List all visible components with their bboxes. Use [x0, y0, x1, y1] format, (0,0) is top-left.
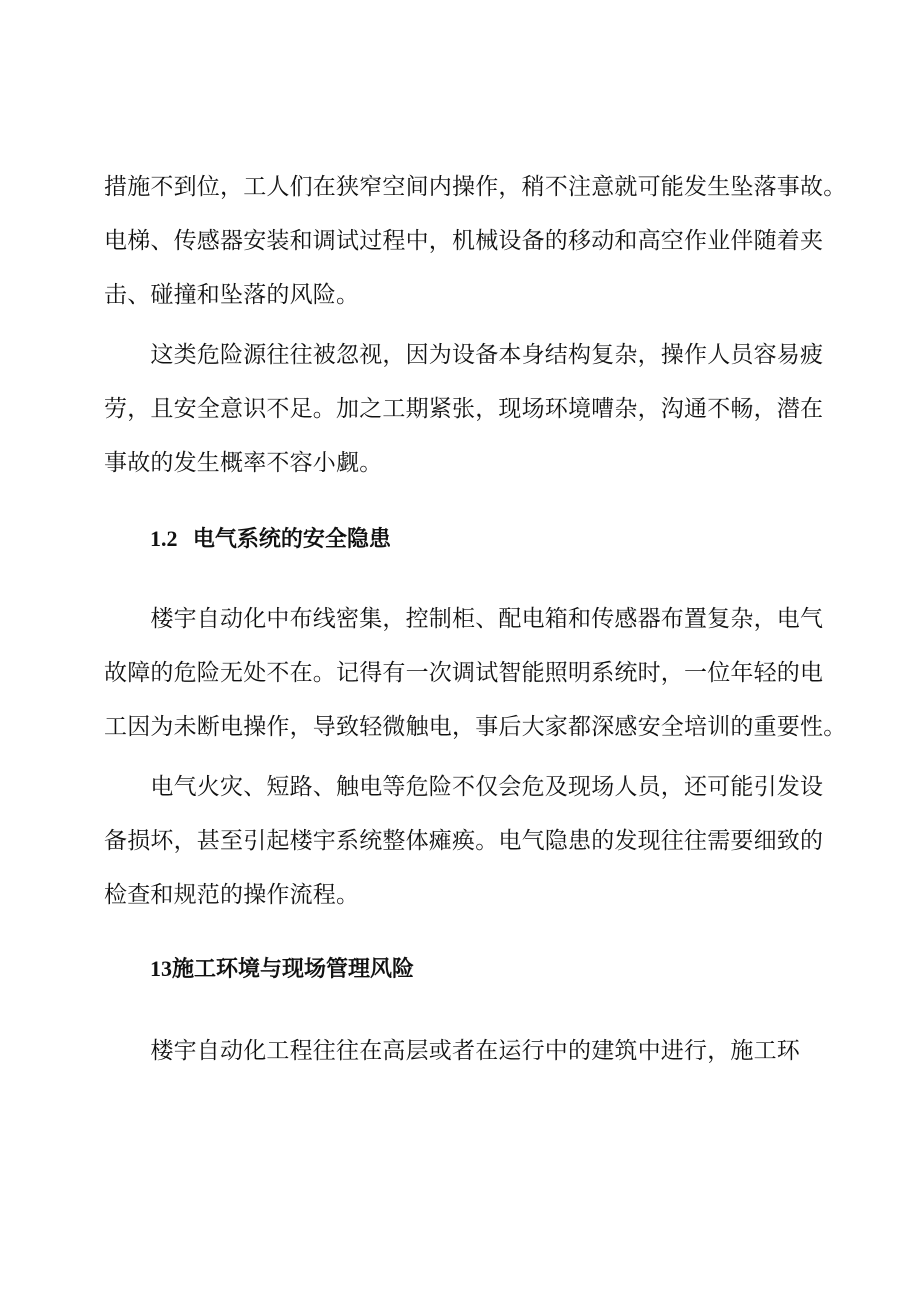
text-line: 备损坏，甚至引起楼宇系统整体瘫痪。电气隐患的发现往往需要细致的	[104, 828, 824, 854]
text-line: 故障的危险无处不在。记得有一次调试智能照明系统时，一位年轻的电	[104, 660, 824, 686]
paragraph-electrical-fire	[104, 760, 824, 922]
text-line: 事故的发生概率不容小觑。	[104, 450, 383, 476]
section-number: 1.2	[150, 526, 178, 551]
text-line: 工因为未断电操作，导致轻微触电，事后大家都深感安全培训的重要性。	[104, 714, 847, 740]
paragraph-construction-env	[104, 1024, 820, 1078]
text-line: 电气火灾、短路、触电等危险不仅会危及现场人员，还可能引发设	[104, 774, 824, 800]
section-heading-1-2	[150, 524, 391, 555]
paragraph-fall-risk	[104, 160, 847, 322]
section-heading-1-3	[150, 954, 414, 985]
text-line: 措施不到位，工人们在狭窄空间内操作，稍不注意就可能发生坠落事故。	[104, 174, 847, 200]
text-line: 检查和规范的操作流程。	[104, 882, 360, 908]
text-line: 这类危险源往往被忽视，因为设备本身结构复杂，操作人员容易疲	[104, 342, 824, 368]
paragraph-hazard-ignored	[104, 328, 824, 490]
section-title: 电气系统的安全隐患	[192, 527, 391, 552]
text-line: 劳，且安全意识不足。加之工期紧张，现场环境嘈杂，沟通不畅，潜在	[104, 396, 824, 422]
section-number: 13	[150, 956, 172, 981]
text-line: 击、碰撞和坠落的风险。	[104, 282, 360, 308]
text-line: 电梯、传感器安装和调试过程中，机械设备的移动和高空作业伴随着夹	[104, 228, 824, 254]
text-line: 楼宇自动化中布线密集，控制柜、配电箱和传感器布置复杂，电气	[104, 606, 824, 632]
paragraph-wiring	[104, 592, 847, 754]
section-title: 施工环境与现场管理风险	[172, 957, 415, 982]
text-line: 楼宇自动化工程往往在高层或者在运行中的建筑中进行，施工环	[104, 1038, 800, 1064]
